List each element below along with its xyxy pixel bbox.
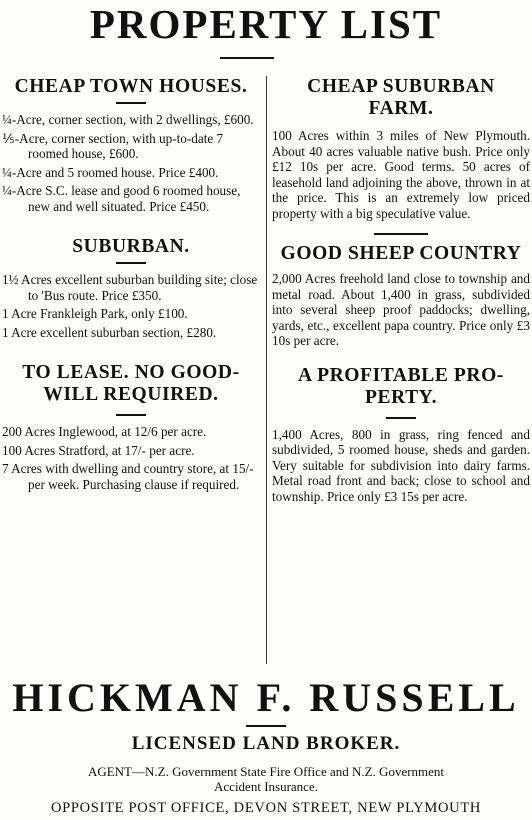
list-item: 1 Acre Frankleigh Park, only £100. xyxy=(2,306,188,321)
list-item: 100 Acres Stratford, at 17/- per acre. xyxy=(2,442,195,458)
column-divider xyxy=(266,76,267,664)
title-rule xyxy=(220,57,274,59)
section-dash xyxy=(116,414,146,416)
office-address: OPPOSITE POST OFFICE, DEVON STREET, NEW PLYMOUTH xyxy=(50,800,482,816)
sheep-description: 2,000 Acres freehold land close to township and metal road. About 1,400 in grass, subdivided into several sheep proof paddocks; dwelling, yards, etc., excellent papa country. Price only £3 10s per acre. xyxy=(272,271,530,348)
list-item: ¼-Acre S.C. lease and good 6 roomed house, new and well situated. Price £450. xyxy=(2,183,241,214)
farm-heading-line2: FARM. xyxy=(368,98,434,119)
section-dash xyxy=(116,262,146,264)
broker-role: LICENSED LAND BROKER. xyxy=(131,733,401,754)
farm-description: 100 Acres within 3 miles of New Plymouth. About 40 acres valuable native bush. Price only £12 10s per acre. Good terms. 50 acres of leasehold land adjoining the above, thrown in at the price. This is an extremely low priced property with a big speculative value. xyxy=(272,128,530,221)
sheep-heading: GOOD SHEEP COUNTRY xyxy=(280,243,522,264)
lease-heading-line2: WILL REQUIRED. xyxy=(43,384,219,405)
list-item: ⅕-Acre, corner section, with up-to-date 7 roomed house, £600. xyxy=(2,130,224,161)
profitable-heading-line1: A PROFITABLE PRO- xyxy=(298,364,504,386)
town-houses-section xyxy=(2,76,260,214)
list-item: 200 Acres Inglewood, at 12/6 per acre. xyxy=(2,424,207,439)
section-rule xyxy=(374,233,428,235)
left-column xyxy=(2,76,260,495)
page-title: PROPERTY LIST xyxy=(89,1,443,47)
section-dash xyxy=(116,102,146,104)
list-item: ¼-Acre, corner section, with 2 dwellings, £600. xyxy=(2,112,254,127)
profitable-description: 1,400 Acres, 800 in grass, ring fenced and subdivided, 5 roomed house, sheds and garden. Very suitable for subdivision into dairy farms. Metal road front and back; close to school and township. Price only £3 15s per acre. xyxy=(272,426,530,504)
list-item: 1 Acre excellent suburban section, £280. xyxy=(2,324,217,340)
lease-heading-line1: TO LEASE. NO GOOD- xyxy=(22,362,240,383)
suburban-section xyxy=(2,236,260,340)
footer-rule xyxy=(246,725,286,727)
section-dash xyxy=(386,417,416,419)
agent-line-1: AGENT—N.Z. Government State Fire Office and N.Z. Government xyxy=(87,764,445,779)
agent-line-2: Accident Insurance. xyxy=(214,779,318,794)
profitable-section xyxy=(272,365,530,505)
list-item: ¼-Acre and 5 roomed house. Price £400. xyxy=(2,164,219,180)
profitable-heading-line2: PERTY. xyxy=(364,386,438,408)
farm-heading-line1: CHEAP SUBURBAN xyxy=(307,76,495,97)
list-item: 1½ Acres excellent suburban building site; close to 'Bus route. Price £350. xyxy=(2,272,258,303)
right-column xyxy=(272,76,530,504)
suburban-farm-section xyxy=(272,76,530,221)
lease-section xyxy=(2,362,260,492)
sheep-country-section xyxy=(272,243,530,349)
broker-name: HICKMAN F. RUSSELL xyxy=(12,675,520,720)
suburban-heading: SUBURBAN. xyxy=(72,236,190,257)
town-houses-heading: CHEAP TOWN HOUSES. xyxy=(14,76,248,97)
list-item: 7 Acres with dwelling and country store, at 15/- per week. Purchasing clause if required. xyxy=(2,461,254,492)
